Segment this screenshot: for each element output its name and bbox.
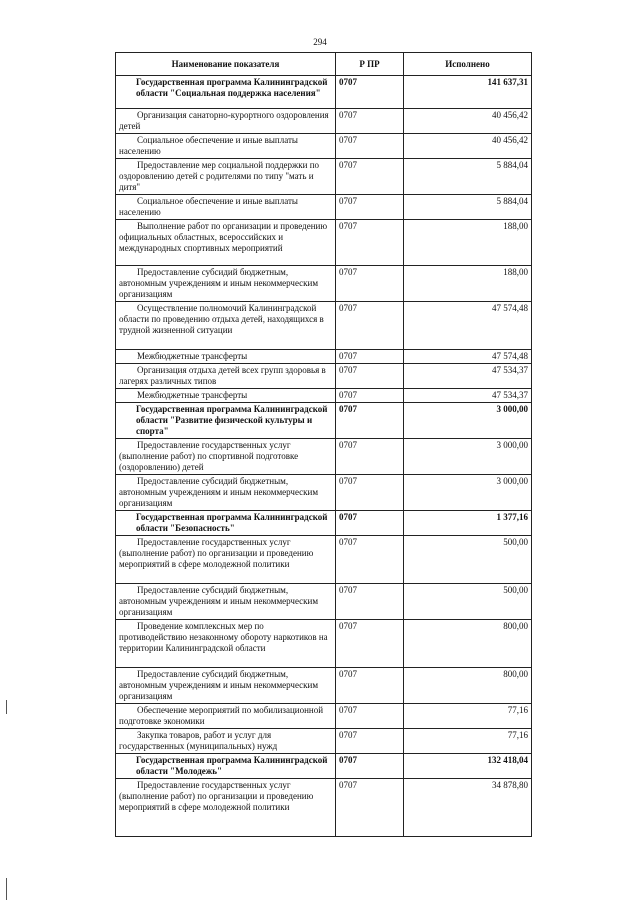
name-cell: Предоставление субсидий бюджетным, автономным учреждениям и иным некоммерческим организациям [116,475,336,511]
value-cell: 77,16 [404,704,532,729]
page-number: 294 [313,37,327,47]
table-row [116,779,532,837]
value-cell: 132 418,04 [404,754,532,779]
value-cell: 800,00 [404,620,532,668]
name-cell: Выполнение работ по организации и проведению официальных областных, всероссийских и международных спортивных мероприятий [116,220,336,266]
name-cell: Социальное обеспечение и иные выплаты населению [116,195,336,220]
code-cell: 0707 [336,439,404,475]
value-cell: 800,00 [404,668,532,704]
value-cell: 3 000,00 [404,475,532,511]
value-cell: 34 878,80 [404,779,532,837]
name-cell: Предоставление субсидий бюджетным, автономным учреждениям и иным некоммерческим организациям [116,584,336,620]
code-cell: 0707 [336,475,404,511]
value-cell: 5 884,04 [404,195,532,220]
table-row [116,668,532,704]
table-row [116,302,532,350]
value-cell: 47 574,48 [404,302,532,350]
value-cell: 47 534,37 [404,364,532,389]
table-row [116,729,532,754]
table-row [116,620,532,668]
code-cell: 0707 [336,350,404,364]
value-cell: 3 000,00 [404,403,532,439]
code-cell: 0707 [336,195,404,220]
value-cell: 47 574,48 [404,350,532,364]
table-row [116,704,532,729]
code-cell: 0707 [336,620,404,668]
code-cell: 0707 [336,266,404,302]
table-row [116,364,532,389]
header-value: Исполнено [404,53,532,76]
value-cell: 141 637,31 [404,76,532,109]
code-cell: 0707 [336,584,404,620]
name-cell: Осуществление полномочий Калининградской области по проведению отдыха детей, находящихся в трудной жизненной ситуации [116,302,336,350]
code-cell: 0707 [336,704,404,729]
value-cell: 40 456,42 [404,109,532,134]
header-name: Наименование показателя [116,53,336,76]
name-cell: Государственная программа Калининградской области "Социальная поддержка населения" [116,76,336,109]
value-cell: 188,00 [404,220,532,266]
name-cell: Закупка товаров, работ и услуг для государственных (муниципальных) нужд [116,729,336,754]
program-row [116,403,532,439]
value-cell: 188,00 [404,266,532,302]
code-cell: 0707 [336,364,404,389]
table-body [116,76,532,837]
name-cell: Предоставление субсидий бюджетным, автономным учреждениям и иным некоммерческим организациям [116,668,336,704]
value-cell: 500,00 [404,584,532,620]
value-cell: 77,16 [404,729,532,754]
value-cell: 1 377,16 [404,511,532,536]
table-row [116,159,532,195]
name-cell: Организация санаторно-курортного оздоровления детей [116,109,336,134]
name-cell: Предоставление государственных услуг (выполнение работ) по организации и проведению мероприятий в сфере молодежной политики [116,779,336,837]
table-row [116,220,532,266]
table-row [116,389,532,403]
code-cell: 0707 [336,76,404,109]
header-code: Р ПР [336,53,404,76]
value-cell: 5 884,04 [404,159,532,195]
name-cell: Предоставление мер социальной поддержки по оздоровлению детей с родителями по типу "мать и дитя" [116,159,336,195]
code-cell: 0707 [336,754,404,779]
code-cell: 0707 [336,403,404,439]
table-row [116,109,532,134]
name-cell: Организация отдыха детей всех групп здоровья в лагерях различных типов [116,364,336,389]
table-row [116,195,532,220]
table-row [116,134,532,159]
code-cell: 0707 [336,536,404,584]
table-header-row [116,53,532,76]
table-row [116,266,532,302]
code-cell: 0707 [336,729,404,754]
code-cell: 0707 [336,159,404,195]
code-cell: 0707 [336,302,404,350]
name-cell: Государственная программа Калининградской области "Молодежь" [116,754,336,779]
name-cell: Предоставление субсидий бюджетным, автономным учреждениям и иным некоммерческим организациям [116,266,336,302]
name-cell: Государственная программа Калининградской области "Развитие физической культуры и спорта" [116,403,336,439]
table-row [116,536,532,584]
value-cell: 47 534,37 [404,389,532,403]
margin-mark [6,878,7,900]
program-row [116,76,532,109]
table-row [116,475,532,511]
name-cell: Проведение комплексных мер по противодействию незаконному обороту наркотиков на территории Калининградской области [116,620,336,668]
code-cell: 0707 [336,134,404,159]
name-cell: Предоставление государственных услуг (выполнение работ) по организации и проведению мероприятий в сфере молодежной политики [116,536,336,584]
code-cell: 0707 [336,109,404,134]
name-cell: Обеспечение мероприятий по мобилизационной подготовке экономики [116,704,336,729]
table-row [116,350,532,364]
table-row [116,439,532,475]
expenditure-table [115,52,532,837]
margin-mark [6,700,7,714]
value-cell: 40 456,42 [404,134,532,159]
value-cell: 3 000,00 [404,439,532,475]
value-cell: 500,00 [404,536,532,584]
name-cell: Межбюджетные трансферты [116,389,336,403]
table-row [116,584,532,620]
program-row [116,754,532,779]
name-cell: Предоставление государственных услуг (выполнение работ) по спортивной подготовке (оздоровлению) детей [116,439,336,475]
program-row [116,511,532,536]
code-cell: 0707 [336,779,404,837]
code-cell: 0707 [336,389,404,403]
name-cell: Межбюджетные трансферты [116,350,336,364]
name-cell: Социальное обеспечение и иные выплаты населению [116,134,336,159]
name-cell: Государственная программа Калининградской области "Безопасность" [116,511,336,536]
code-cell: 0707 [336,511,404,536]
code-cell: 0707 [336,220,404,266]
code-cell: 0707 [336,668,404,704]
